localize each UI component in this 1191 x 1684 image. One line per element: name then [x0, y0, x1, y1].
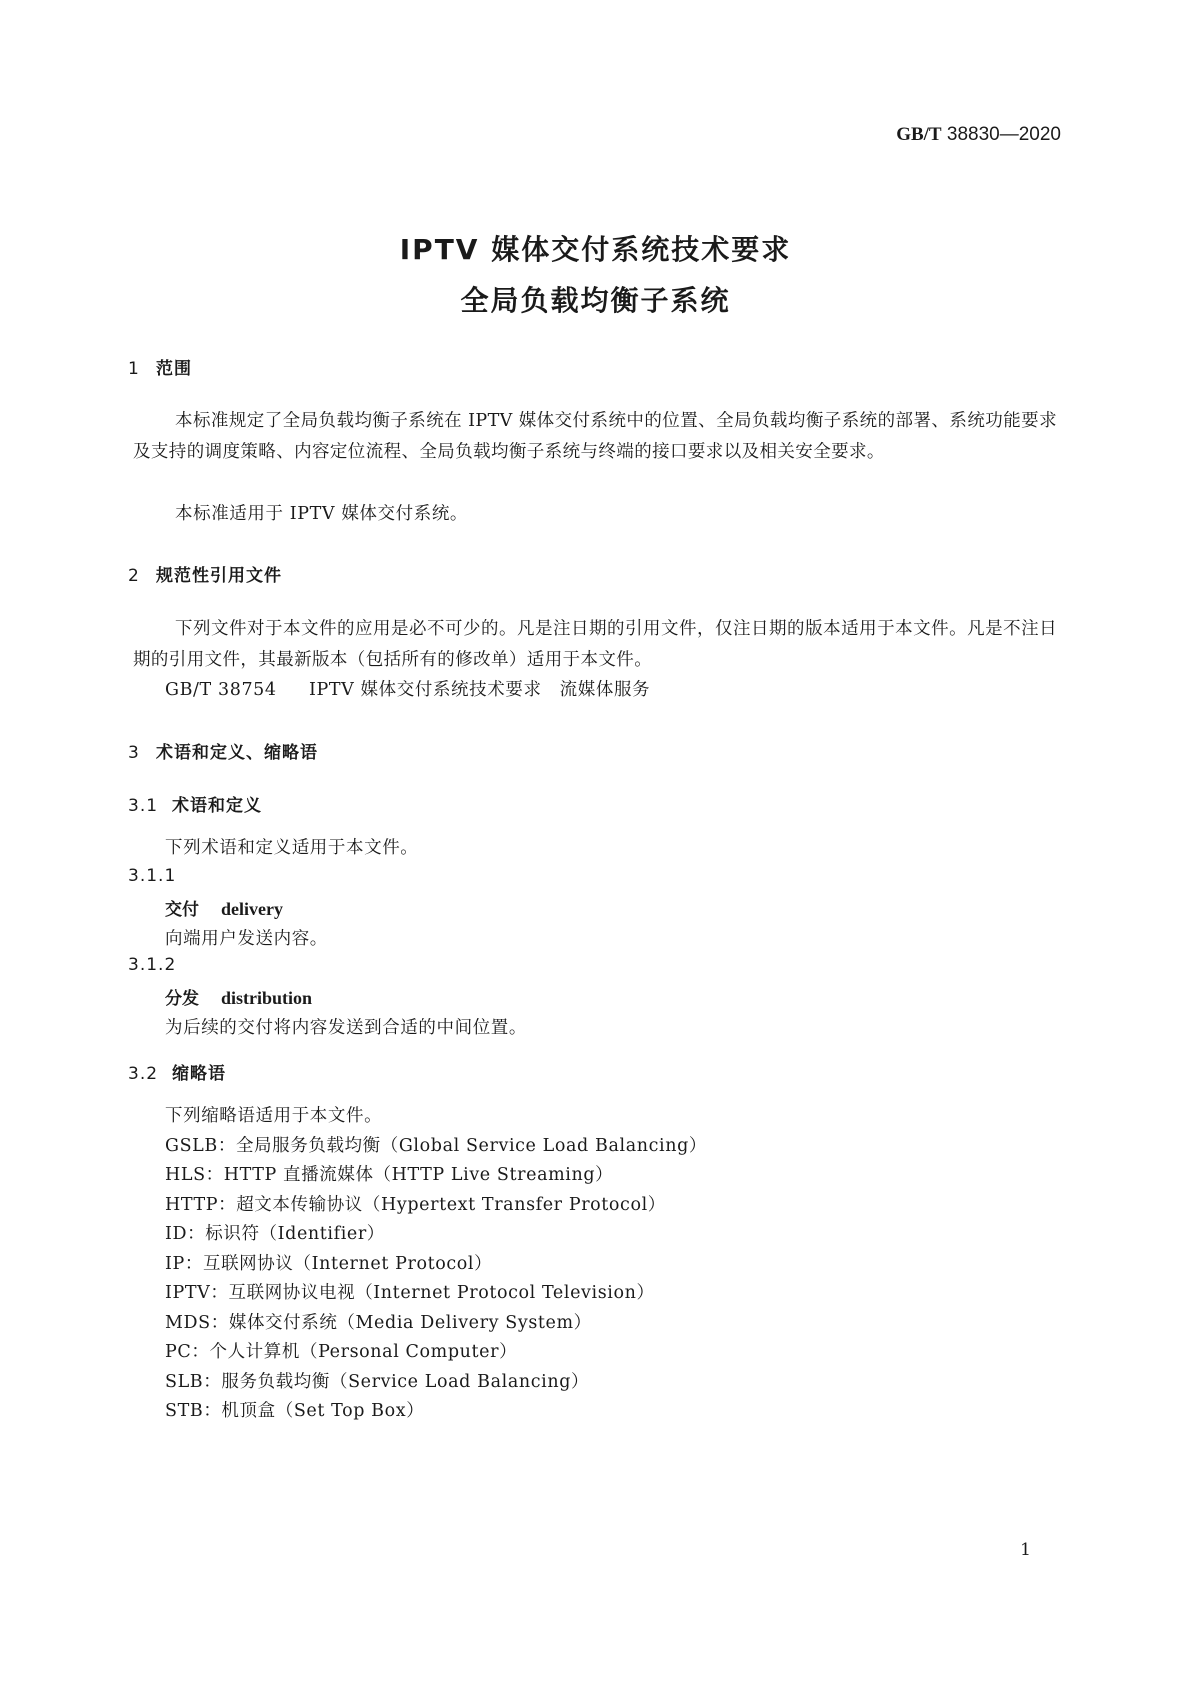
abbreviation-item: IPTV：互联网协议电视（Internet Protocol Television）	[165, 1283, 655, 1303]
section-1-heading: 1 范围	[128, 359, 192, 379]
term-3-1-1-number: 3.1.1	[128, 866, 177, 886]
document-title-line-1: IPTV 媒体交付系统技术要求	[399, 233, 792, 266]
abbreviation-item: ID：标识符（Identifier）	[165, 1224, 385, 1244]
section-3-1-heading: 3.1 术语和定义	[128, 796, 262, 816]
section-2-heading: 2 规范性引用文件	[128, 566, 282, 586]
term-3-1-2: 分发 distribution	[165, 988, 313, 1009]
reference-title: IPTV 媒体交付系统技术要求 流媒体服务	[309, 680, 651, 700]
section-1-paragraph-2: 本标准适用于 IPTV 媒体交付系统。	[175, 504, 469, 524]
abbreviation-item: STB：机顶盒（Set Top Box）	[165, 1401, 425, 1421]
abbreviation-item: IP：互联网协议（Internet Protocol）	[165, 1254, 493, 1274]
section-3-heading: 3 术语和定义、缩略语	[128, 743, 318, 763]
section-2-paragraph: 下列文件对于本文件的应用是必不可少的。凡是注日期的引用文件，仅注日期的版本适用于本文件。凡是不注日期的引用文件，其最新版本（包括所有的修改单）适用于本文件。	[133, 619, 1057, 670]
standard-number: GB/T 38830—2020	[896, 124, 1061, 145]
abbreviation-item: SLB：服务负载均衡（Service Load Balancing）	[165, 1372, 590, 1392]
section-1-paragraph-1: 本标准规定了全局负载均衡子系统在 IPTV 媒体交付系统中的位置、全局负载均衡子系统的部署、系统功能要求及支持的调度策略、内容定位流程、全局负载均衡子系统与终端的接口要求以及相关安全要求。	[133, 411, 1057, 462]
abbreviation-item: HLS：HTTP 直播流媒体（HTTP Live Streaming）	[165, 1165, 614, 1185]
term-3-1-2-definition: 为后续的交付将内容发送到合适的中间位置。	[165, 1018, 527, 1038]
document-title-line-2: 全局负载均衡子系统	[460, 284, 731, 317]
reference-code: GB/T 38754	[165, 680, 277, 700]
term-3-1-2-number: 3.1.2	[128, 955, 177, 975]
normative-reference	[165, 676, 650, 701]
abbreviation-item: MDS：媒体交付系统（Media Delivery System）	[165, 1313, 592, 1333]
page-number: 1	[1020, 1540, 1031, 1560]
abbreviation-item: PC：个人计算机（Personal Computer）	[165, 1342, 518, 1362]
abbreviation-item: HTTP：超文本传输协议（Hypertext Transfer Protocol）	[165, 1195, 666, 1215]
section-3-1-intro: 下列术语和定义适用于本文件。	[165, 838, 419, 858]
term-3-1-1: 交付 delivery	[165, 899, 283, 920]
section-3-2-intro: 下列缩略语适用于本文件。	[165, 1106, 383, 1126]
section-3-2-heading: 3.2 缩略语	[128, 1064, 226, 1084]
term-3-1-1-definition: 向端用户发送内容。	[165, 929, 328, 949]
abbreviation-item: GSLB：全局服务负载均衡（Global Service Load Balancing）	[165, 1136, 707, 1156]
